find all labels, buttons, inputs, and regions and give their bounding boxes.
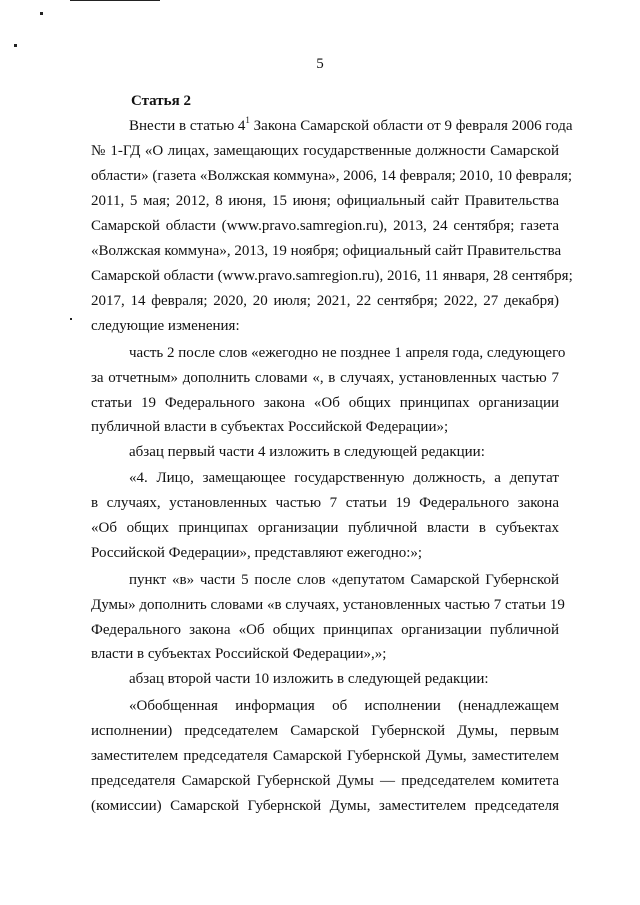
- text-line: Федерального закона «Об общих принципах организации публичной: [91, 622, 559, 638]
- text-line: заместителем председателя Самарской Губернской Думы, заместителем: [91, 748, 559, 764]
- text-line: Внести в статью $4^1$ Закона Самарской области от 9 февраля 2006 года: [129, 115, 573, 134]
- text-line: исполнении) председателем Самарской Губернской Думы, первым: [91, 723, 559, 739]
- text-line: 2011, 5 мая; 2012, 8 июня, 15 июня; официальный сайт Правительства: [91, 193, 559, 209]
- text-line: «Обобщенная информация об исполнении (ненадлежащем: [129, 698, 559, 714]
- scan-artifact-dot: [70, 318, 72, 320]
- text-line: (комиссии) Самарской Губернской Думы, заместителем председателя: [91, 798, 559, 814]
- scan-artifact-dot: [40, 12, 43, 15]
- text-line: следующие изменения:: [91, 318, 240, 334]
- superscript: 1: [245, 115, 250, 125]
- article-heading: Статья 2: [131, 93, 191, 109]
- scan-artifact-dot: [14, 44, 17, 47]
- text-line: «4. Лицо, замещающее государственную должность, а депутат: [129, 470, 559, 486]
- text-line: «Об общих принципах организации публичной власти в субъектах: [91, 520, 559, 536]
- text-line: абзац первый части 4 изложить в следующей редакции:: [129, 444, 485, 460]
- text-line: власти в субъектах Российской Федерации»,»;: [91, 646, 387, 662]
- text-line: в случаях, установленных частью 7 статьи 19 Федерального закона: [91, 495, 559, 511]
- text-line: публичной власти в субъектах Российской Федерации»;: [91, 419, 449, 435]
- text-line: пункт «в» части 5 после слов «депутатом Самарской Губернской: [129, 572, 559, 588]
- text-line: «Волжская коммуна», 2013, 19 ноября; официальный сайт Правительства: [91, 243, 562, 259]
- text-line: председателя Самарской Губернской Думы — председателем комитета: [91, 773, 559, 789]
- text-line: 2017, 14 февраля; 2020, 20 июля; 2021, 22 сентября; 2022, 27 декабря): [91, 293, 559, 309]
- text-line: статьи 19 Федерального закона «Об общих принципах организации: [91, 395, 559, 411]
- scan-artifact-line: [70, 0, 160, 1]
- page-number: 5: [316, 56, 324, 72]
- text-line: часть 2 после слов «ежегодно не позднее 1 апреля года, следующего: [129, 345, 566, 361]
- text-line: Самарской области (www.pravo.samregion.ru), 2016, 11 января, 28 сентября;: [91, 268, 573, 284]
- text-line: абзац второй части 10 изложить в следующей редакции:: [129, 671, 489, 687]
- text-line: области» (газета «Волжская коммуна», 2006, 14 февраля; 2010, 10 февраля;: [91, 168, 573, 184]
- text-line: Думы» дополнить словами «в случаях, установленных частью 7 статьи 19: [91, 597, 565, 613]
- text-line: Российской Федерации», представляют ежегодно:»;: [91, 545, 423, 561]
- text-line: № 1-ГД «О лицах, замещающих государственные должности Самарской: [91, 143, 559, 159]
- text-line: за отчетным» дополнить словами «, в случаях, установленных частью 7: [91, 370, 559, 386]
- text-line: Самарской области (www.pravo.samregion.ru), 2013, 24 сентября; газета: [91, 218, 559, 234]
